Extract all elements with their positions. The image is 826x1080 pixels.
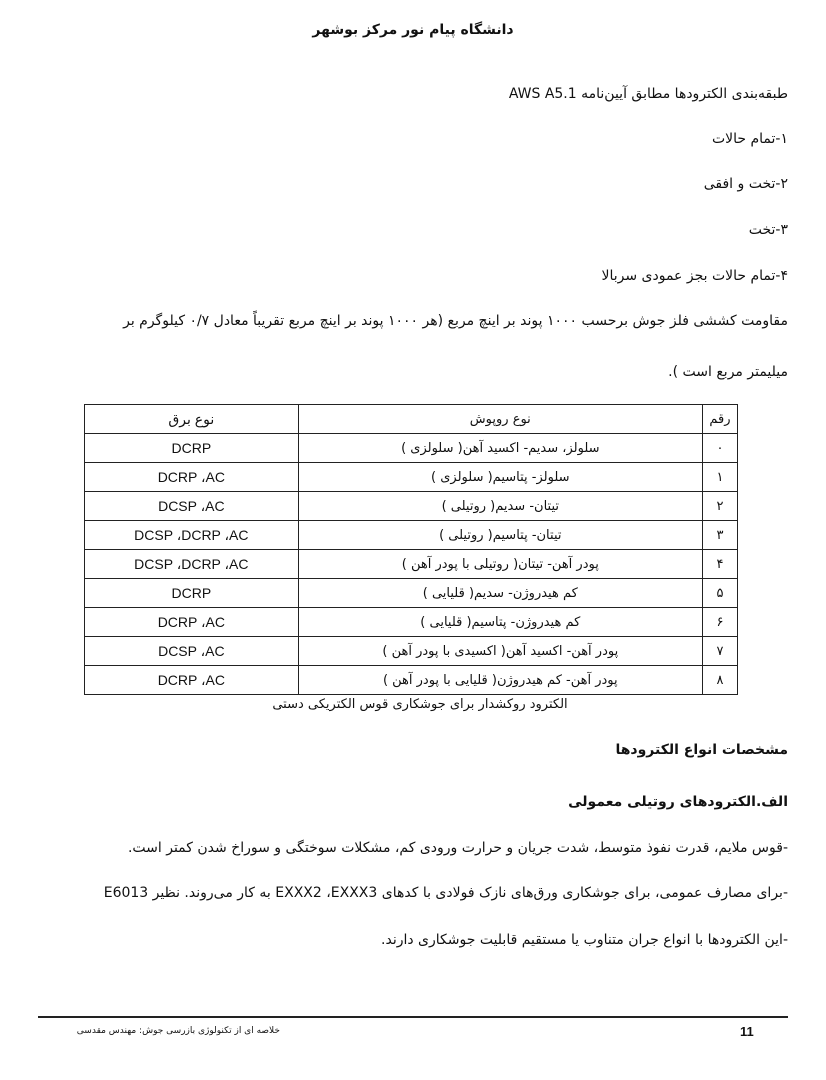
row-coating: کم هیدروژن- پتاسیم( قلیایی ) [298, 608, 702, 637]
row-current: DCRP [85, 579, 299, 608]
table-row [85, 521, 738, 550]
table-row [85, 492, 738, 521]
table-header-row [85, 405, 738, 434]
row-current: DCSP ،DCRP ،AC [85, 521, 299, 550]
table-row [85, 666, 738, 695]
row-current: DCRP ،AC [85, 666, 299, 695]
header-number: رقم [702, 405, 737, 434]
row-number: ۰ [702, 434, 737, 463]
row-number: ۶ [702, 608, 737, 637]
row-coating: پودر آهن- کم هیدروژن( قلیایی با پودر آهن ) [298, 666, 702, 695]
row-coating: کم هیدروژن- سدیم( قلیایی ) [298, 579, 702, 608]
table-row [85, 550, 738, 579]
electrode-coating-table [84, 404, 738, 695]
row-coating: تیتان- سدیم( روتیلی ) [298, 492, 702, 521]
classification-title: طبقه‌بندی الکترودها مطابق آیین‌نامه AWS A5.1 [508, 86, 788, 102]
table-row [85, 434, 738, 463]
footer-note: خلاصه ای از تکنولوژی بازرسی جوش: مهندس مقدسی [76, 1026, 280, 1036]
page-header-title: دانشگاه پیام نور مرکز بوشهر [312, 22, 514, 38]
row-coating: سلولز- پتاسیم( سلولزی ) [298, 463, 702, 492]
footer-divider [38, 1016, 788, 1018]
section-heading: مشخصات انواع الکترودها [615, 742, 788, 758]
page-number: 11 [740, 1024, 754, 1039]
row-number: ۵ [702, 579, 737, 608]
row-coating: سلولز، سدیم- اکسید آهن( سلولزی ) [298, 434, 702, 463]
row-coating: پودر آهن- اکسید آهن( اکسیدی با پودر آهن ) [298, 637, 702, 666]
bullet-point-3: -این الکترودها با انواع جران متناوب یا مستقیم قابلیت جوشکاری دارند. [381, 932, 788, 948]
row-number: ۷ [702, 637, 737, 666]
header-current: نوع برق [85, 405, 299, 434]
row-current: DCSP ،AC [85, 492, 299, 521]
row-current: DCSP ،AC [85, 637, 299, 666]
row-number: ۴ [702, 550, 737, 579]
tensile-strength-line-2: میلیمتر مربع است ). [668, 364, 788, 380]
table-caption: الکترود روکشدار برای جوشکاری قوس الکتریکی دستی [272, 697, 568, 712]
row-number: ۱ [702, 463, 737, 492]
bullet-point-1: -قوس ملایم، قدرت نفوذ متوسط، شدت جریان و حرارت ورودی کم، مشکلات سوختگی و سوراخ شدن کمتر است. [127, 840, 788, 856]
position-item-3: ۳-تخت [748, 222, 788, 238]
row-number: ۸ [702, 666, 737, 695]
header-coating: نوع روپوش [298, 405, 702, 434]
row-number: ۳ [702, 521, 737, 550]
row-current: DCRP [85, 434, 299, 463]
section-subheading: الف.الکترودهای روتیلی معمولی [568, 794, 788, 810]
row-current: DCRP ،AC [85, 463, 299, 492]
table-row [85, 608, 738, 637]
position-item-2: ۲-تخت و افقی [703, 176, 788, 192]
row-number: ۲ [702, 492, 737, 521]
bullet-point-2: -برای مصارف عمومی، برای جوشکاری ورق‌های نازک فولادی با کدهای EXXX2 ،EXXX3 به کار می‌روند. نظیر E6013 [103, 885, 788, 901]
tensile-strength-line-1: مقاومت کششی فلز جوش برحسب ۱۰۰۰ پوند بر اینچ مربع (هر ۱۰۰۰ پوند بر اینچ مربع تقریباً معادل ۰/۷ کیلوگرم بر [123, 313, 788, 329]
position-item-4: ۴-تمام حالات بجز عمودی سربالا [601, 268, 788, 284]
row-current: DCRP ،AC [85, 608, 299, 637]
position-item-1: ۱-تمام حالات [711, 131, 788, 147]
table-row [85, 579, 738, 608]
row-coating: پودر آهن- تیتان( روتیلی با پودر آهن ) [298, 550, 702, 579]
table-row [85, 463, 738, 492]
row-current: DCSP ،DCRP ،AC [85, 550, 299, 579]
row-coating: تیتان- پتاسیم( روتیلی ) [298, 521, 702, 550]
table-row [85, 637, 738, 666]
